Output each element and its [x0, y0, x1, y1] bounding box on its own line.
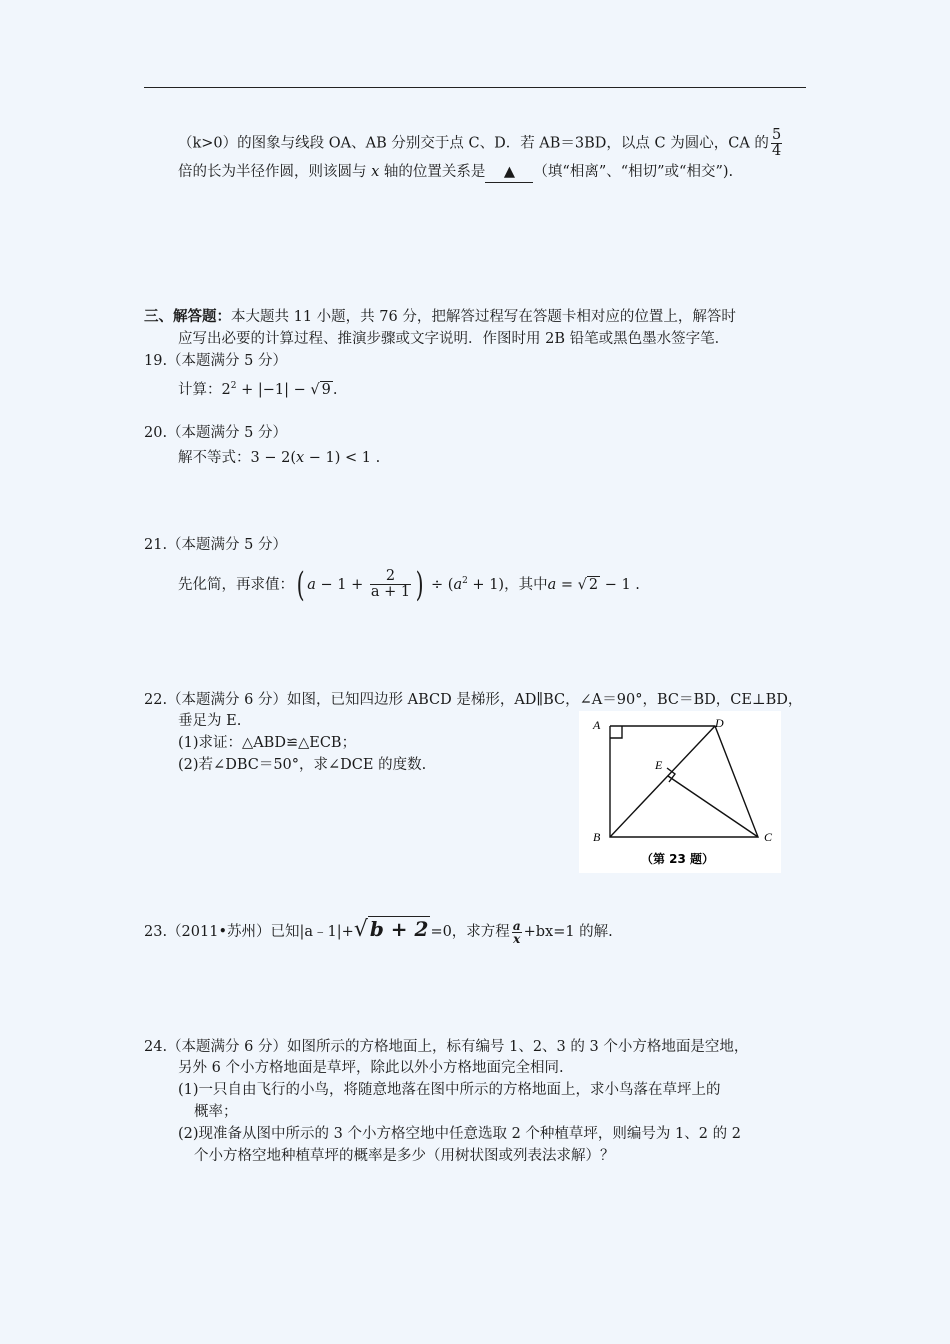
header-rule: [144, 87, 806, 88]
label-e: E: [655, 758, 663, 772]
q18-line2: 倍的长为半径作圆，则该圆与 x 轴的位置关系是 ▲ （填“相离”、“相切”或“相交”).: [178, 162, 733, 183]
answer-blank[interactable]: ▲: [485, 162, 533, 183]
trapezoid-diagram: [579, 711, 781, 873]
q22-head: 22.（本题满分 6 分）如图，已知四边形 ABCD 是梯形，AD∥BC，∠A＝90°，BC＝BD，CE⊥BD，: [144, 692, 803, 708]
q23-line: 23.（2011•苏州）已知|a﹣1|+√ b + 2 =0，求方程 $\frac{a}{x}$ +bx=1 的解.: [144, 917, 613, 946]
section3-line1: 三、解答题：本大题共 11 小题，共 76 分，把解答过程写在答题卡相对应的位置上，解答时: [144, 308, 736, 325]
figure-23: [579, 711, 781, 873]
label-b: B: [593, 830, 601, 844]
q22-part1: (1)求证：△ABD≌△ECB；: [178, 735, 357, 751]
q18-line1: （k>0）的图象与线段 OA、AB 分别交于点 C、D．若 AB＝3BD，以点 C 为圆心，CA 的 $\frac{5}{4}$: [178, 127, 782, 159]
q21-head: 21.（本题满分 5 分）: [144, 537, 288, 553]
q21-expr: 先化简，再求值：( a − 1 + $\frac{2}{a + 1}$ ) ÷ $(a^2 + 1)$，其中a = √ 2 − 1 .: [178, 564, 640, 605]
q19-head: 19.（本题满分 5 分）: [144, 353, 288, 369]
q21-fraction: $\frac{2}{a + 1}$: [370, 568, 411, 601]
q24-line2: 另外 6 个小方格地面是草坪，除此以外小方格地面完全相同.: [178, 1060, 564, 1076]
figure-caption: （第 23 题）: [641, 852, 715, 866]
q24-head: 24.（本题满分 6 分）如图所示的方格地面上，标有编号 1、2、3 的 3 个小方格地面是空地，: [144, 1039, 749, 1055]
section3-line2: 应写出必要的计算过程、推演步骤或文字说明．作图时用 2B 铅笔或黑色墨水签字笔．: [178, 331, 730, 347]
q22-part2: (2)若∠DBC＝50°，求∠DCE 的度数.: [178, 757, 427, 773]
q23-fraction: $\frac{a}{x}$: [512, 918, 521, 946]
q19-expr: 计算：$2^2 + |-1|$ − √ 9 .: [178, 381, 338, 398]
q20-expr: 解不等式：3 − 2(x − 1) < 1 .: [178, 450, 381, 466]
label-d: D: [715, 716, 724, 730]
label-a: A: [593, 718, 601, 732]
q20-head: 20.（本题满分 5 分）: [144, 425, 288, 441]
q24-part2b: 个小方格空地种植草坪的概率是多少（用树状图或列表法求解）？: [194, 1148, 615, 1164]
q24-part2a: (2)现准备从图中所示的 3 个小方格空地中任意选取 2 个种植草坪，则编号为 1、2 的 2: [178, 1126, 741, 1142]
q18-fraction: $\frac{5}{4}$: [771, 127, 782, 159]
section3-title: 三、解答题：: [144, 308, 231, 325]
q24-part1a: (1)一只自由飞行的小鸟，将随意地落在图中所示的方格地面上，求小鸟落在草坪上的: [178, 1082, 721, 1098]
q24-part1b: 概率；: [194, 1104, 238, 1120]
q22-line2: 垂足为 E.: [178, 713, 242, 729]
label-c: C: [764, 830, 773, 844]
